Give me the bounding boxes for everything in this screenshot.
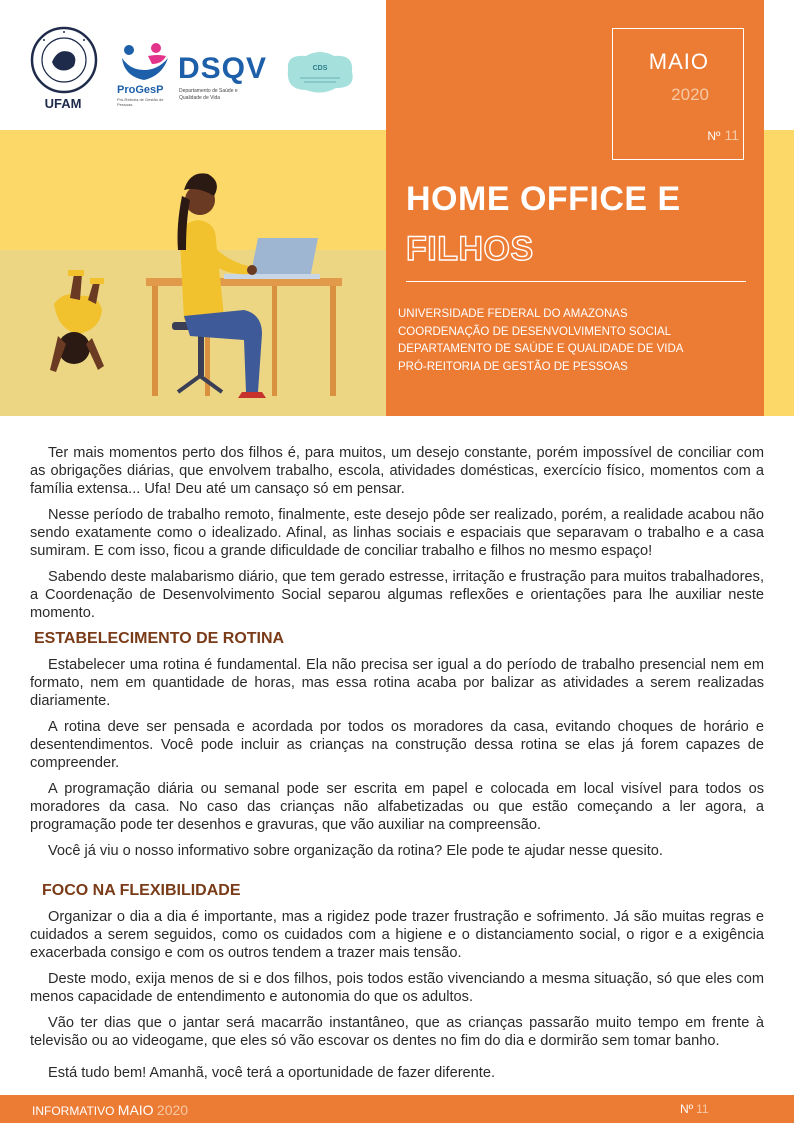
- paragraph: Estabelecer uma rotina é fundamental. Ela não precisa ser igual a do período de trabalho presencial nem em formato, nem em quantidade de horas, mas essa rotina acaba por balizar as atividades a serem realizadas diariamente.: [30, 657, 764, 709]
- issue-number-label: Nº: [707, 129, 721, 143]
- footer-issue: [32, 1102, 188, 1118]
- progesp-logo-icon: [118, 42, 172, 84]
- section-heading-routine: ESTABELECIMENTO DE ROTINA: [34, 630, 285, 647]
- ufam-label: UFAM: [44, 96, 82, 111]
- paragraph: Organizar o dia a dia é importante, mas a rigidez pode trazer frustração e sofrimento. Já são muitas regras e cuidados a serem seguidos, como os cuidados com a higiene e o distanciamento social, o rigor e a exigência exacerbada consigo e com os outros tendem a trazer mais tensão.: [30, 909, 764, 961]
- cds-logo-text: CDS: [312, 65, 328, 72]
- header: [0, 0, 794, 416]
- cds-logo-icon: [282, 48, 358, 96]
- title-panel: [386, 0, 764, 416]
- institution-line: DEPARTAMENTO DE SAÚDE E QUALIDADE DE VIDA: [398, 343, 684, 355]
- institution-line: COORDENAÇÃO DE DESENVOLVIMENTO SOCIAL: [398, 325, 672, 338]
- institution-line: UNIVERSIDADE FEDERAL DO AMAZONAS: [398, 308, 628, 320]
- progesp-subtitle: Pró-Reitoria de Gestão de Pessoas: [117, 97, 164, 107]
- footer-year: 2020: [156, 1102, 189, 1118]
- article-body: [30, 444, 764, 1090]
- page-title-line2: FILHOS: [406, 230, 534, 268]
- paragraph: Ter mais momentos perto dos filhos é, para muitos, um desejo constante, porém impossível de conciliar com as obrigações diárias, que envolvem trabalho, escola, atividades domésticas, exercício físico, momentos com a família extensa... Ufa! Deu até um cansaço só em pensar.: [30, 445, 764, 497]
- footer-number: [680, 1102, 709, 1116]
- issue-month: MAIO: [648, 49, 709, 74]
- footer-number-label: Nº: [680, 1102, 694, 1116]
- issue-year: 2020: [671, 85, 709, 104]
- paragraph: Vão ter dias que o jantar será macarrão instantâneo, que as crianças passarão muito tempo em frente à televisão ou ao videogame, que eles só vão escovar os dentes no fim do dia e dormirão sem tomar banho.: [30, 1015, 764, 1049]
- ufam-seal-icon: [30, 26, 98, 94]
- institutions-list: [398, 306, 683, 376]
- page-title-line1: HOME OFFICE E: [406, 180, 681, 218]
- institution-line: PRÓ-REITORIA DE GESTÃO DE PESSOAS: [398, 360, 628, 373]
- paragraph: A programação diária ou semanal pode ser escrita em papel e colocada em local visível para todos os moradores da casa. No caso das crianças não alfabetizadas ou que estão começando a ler agora, a programação pode ter desenhos e gravuras, que vão auxiliar na compreensão.: [30, 781, 764, 833]
- paragraph: Você já viu o nosso informativo sobre organização da rotina? Ele pode te ajudar nesse quesito.: [48, 843, 663, 859]
- issue-number: [707, 127, 739, 143]
- logo-bar: [0, 0, 386, 130]
- yellow-strip: [764, 130, 794, 416]
- footer-month: MAIO: [117, 1102, 154, 1118]
- paragraph: Deste modo, exija menos de si e dos filhos, pois todos estão vivenciando a mesma situação, só que eles com menos capacidade de entendimento e autonomia do que os adultos.: [30, 971, 764, 1005]
- dsqv-label: DSQV: [178, 52, 268, 85]
- footer: [0, 1095, 794, 1123]
- footer-label: INFORMATIVO: [32, 1104, 115, 1118]
- closing-paragraph: Está tudo bem! Amanhã, você terá a oportunidade de fazer diferente.: [48, 1065, 496, 1081]
- paragraph: Nesse período de trabalho remoto, finalmente, este desejo pôde ser realizado, porém, a realidade acabou não sendo exatamente como o idealizado. Afinal, as linhas sociais e espaciais que separavam o trabalho e a casa sumiram. E com isso, ficou a grande dificuldade de conciliar trabalho e filhos no mesmo espaço!: [30, 507, 764, 559]
- footer-number-value: 11: [696, 1102, 709, 1116]
- dsqv-subtitle: Departamento de Saúde e Qualidade de Vida: [179, 88, 238, 101]
- paragraph: Sabendo deste malabarismo diário, que tem gerado estresse, irritação e frustração para muitos trabalhadores, a Coordenação de Desenvolvimento Social separou algumas reflexões e orientações para lhe auxiliar neste momento.: [30, 569, 764, 621]
- title-divider: [406, 281, 746, 282]
- section-heading-flexibility: FOCO NA FLEXIBILIDADE: [42, 882, 241, 899]
- progesp-label: ProGesP: [117, 84, 164, 96]
- paragraph: A rotina deve ser pensada e acordada por todos os moradores da casa, evitando choques de horário e desentendimentos. Você pode incluir as crianças na construção dessa rotina se elas já forem capazes de compreender.: [30, 719, 764, 771]
- home-office-illustration: [0, 130, 386, 416]
- issue-box: [612, 28, 744, 160]
- issue-number-value: 11: [724, 127, 739, 143]
